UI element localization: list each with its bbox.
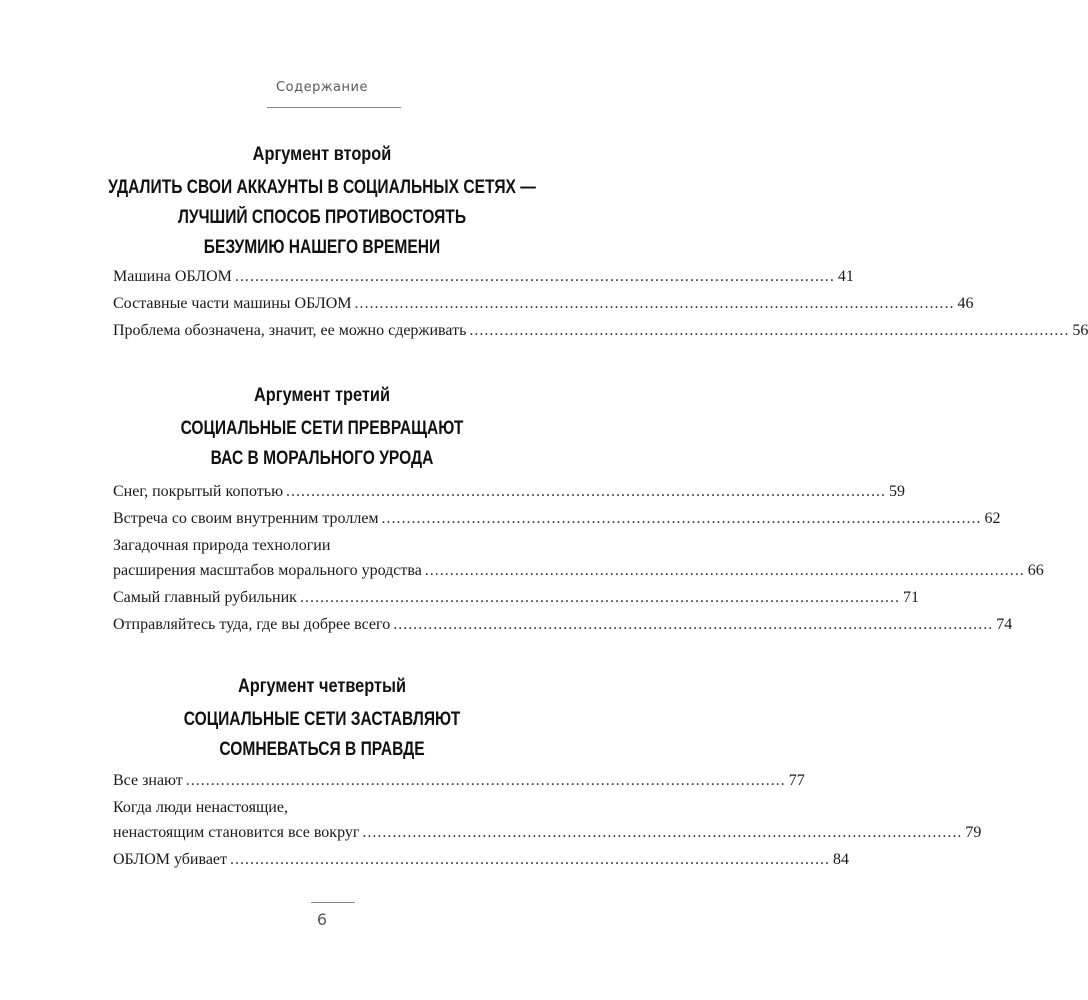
toc-entry-page: 66 — [1027, 562, 1044, 579]
toc-entry-title: Отправляйтесь туда, где вы добрее всего — [113, 616, 391, 633]
toc-entries-argument-two — [113, 264, 1088, 343]
section-title-line: ВАС В МОРАЛЬНОГО УРОДА — [210, 448, 434, 469]
toc-section-argument-three — [0, 384, 644, 474]
section-label: Аргумент четвертый — [237, 676, 407, 697]
toc-entry-page: 62 — [984, 510, 1001, 527]
section-title-line: СОМНЕВАТЬСЯ В ПРАВДЕ — [219, 739, 425, 760]
toc-section-argument-four — [0, 675, 644, 765]
toc-entry[interactable] — [113, 847, 850, 872]
leader-dots: ........................................................................................................................ — [362, 824, 963, 841]
leader-dots: ........................................................................................................................ — [234, 268, 835, 285]
toc-entry-page: 77 — [788, 772, 805, 789]
running-title: Содержание — [276, 80, 368, 95]
toc-entry[interactable] — [113, 479, 906, 504]
toc-entry[interactable] — [113, 291, 974, 316]
toc-entry-page: 41 — [837, 268, 854, 285]
section-title-line: УДАЛИТЬ СВОИ АККАУНТЫ В СОЦИАЛЬНЫХ СЕТЯХ — — [108, 177, 536, 198]
leader-dots: ........................................................................................................................ — [469, 322, 1070, 339]
page-number: 6 — [316, 910, 328, 929]
header-divider — [267, 107, 401, 108]
section-title-line: БЕЗУМИЮ НАШЕГО ВРЕМЕНИ — [203, 237, 441, 258]
toc-entry-page: 74 — [996, 616, 1013, 633]
toc-entry-page: 56 — [1072, 322, 1088, 339]
toc-entry-page: 46 — [957, 295, 974, 312]
section-title-line: СОЦИАЛЬНЫЕ СЕТИ ПРЕВРАЩАЮТ — [180, 418, 464, 439]
leader-dots: ........................................................................................................................ — [286, 483, 887, 500]
toc-entry-title: Машина ОБЛОМ — [113, 268, 232, 285]
leader-dots: ........................................................................................................................ — [381, 510, 982, 527]
toc-entry-title: ненастоящим становится все вокруг — [113, 824, 360, 841]
section-label: Аргумент третий — [253, 385, 390, 406]
toc-entries-argument-three — [113, 479, 1044, 637]
toc-entry-title: Составные части машины ОБЛОМ — [113, 295, 352, 312]
leader-dots: ........................................................................................................................ — [354, 295, 955, 312]
toc-entry[interactable] — [113, 264, 854, 289]
toc-entry-title: Самый главный рубильник — [113, 589, 297, 606]
toc-entry-page: 59 — [889, 483, 906, 500]
section-title-line: СОЦИАЛЬНЫЕ СЕТИ ЗАСТАВЛЯЮТ — [183, 709, 461, 730]
leader-dots: ........................................................................................................................ — [299, 589, 900, 606]
leader-dots: ........................................................................................................................ — [393, 616, 994, 633]
leader-dots: ........................................................................................................................ — [230, 851, 831, 868]
toc-entry[interactable] — [113, 612, 1013, 637]
toc-entry[interactable] — [113, 585, 919, 610]
section-title-line: ЛУЧШИЙ СПОСОБ ПРОТИВОСТОЯТЬ — [177, 207, 467, 228]
toc-entry[interactable] — [113, 318, 1088, 343]
toc-entry[interactable] — [113, 533, 1044, 583]
toc-entry-page: 84 — [833, 851, 850, 868]
toc-entry-title: расширения масштабов морального уродства — [113, 562, 422, 579]
toc-entries-argument-four — [113, 768, 982, 872]
toc-entry-title: Встреча со своим внутренним троллем — [113, 510, 379, 527]
leader-dots: ........................................................................................................................ — [424, 562, 1025, 579]
toc-entry-title: ОБЛОМ убивает — [113, 851, 228, 868]
toc-section-argument-two — [0, 143, 644, 263]
toc-entry-title: Снег, покрытый копотью — [113, 483, 284, 500]
toc-entry-title: Загадочная природа технологии — [113, 537, 331, 554]
toc-entry[interactable] — [113, 795, 982, 845]
section-label: Аргумент второй — [252, 144, 392, 165]
toc-entry-page: 71 — [902, 589, 919, 606]
leader-dots: ........................................................................................................................ — [185, 772, 786, 789]
toc-entry[interactable] — [113, 768, 805, 793]
toc-entry-title: Все знают — [113, 772, 183, 789]
toc-entry[interactable] — [113, 506, 1001, 531]
footer-divider — [311, 902, 355, 903]
toc-entry-title: Когда люди ненастоящие, — [113, 799, 288, 816]
toc-entry-page: 79 — [965, 824, 982, 841]
toc-entry-title: Проблема обозначена, значит, ее можно сдерживать — [113, 322, 467, 339]
